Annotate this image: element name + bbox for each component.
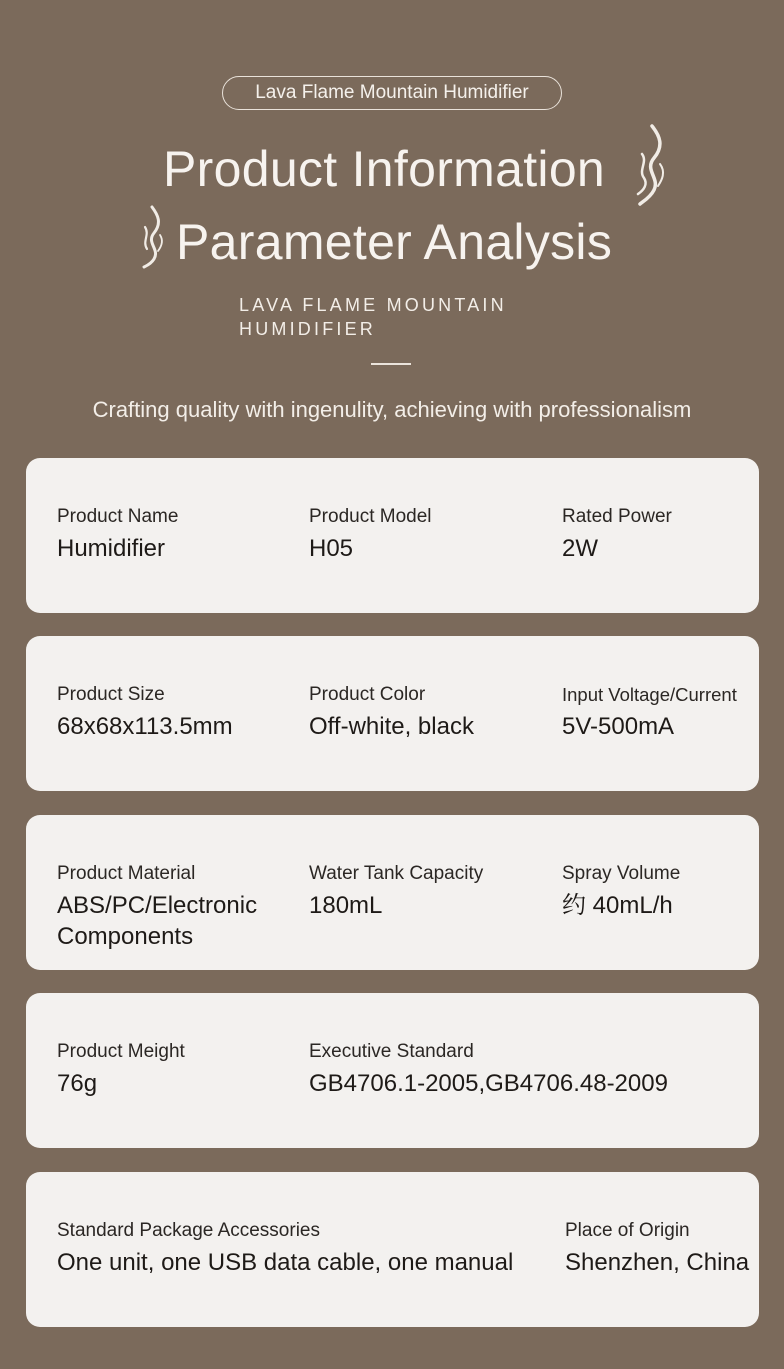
page-title-line-2: Parameter Analysis bbox=[176, 214, 613, 270]
spec-value: 76g bbox=[57, 1070, 98, 1097]
spec-value: Shenzhen, China bbox=[565, 1249, 750, 1276]
spec-value: Off-white, black bbox=[309, 713, 474, 740]
smoke-swirl-icon bbox=[630, 124, 670, 206]
pill-label: Lava Flame Mountain Humidifier bbox=[255, 82, 529, 103]
spec-cell bbox=[57, 1040, 185, 1099]
spec-value: 2W bbox=[562, 535, 598, 562]
spec-cell bbox=[562, 683, 737, 742]
spec-label: Product Material bbox=[57, 863, 196, 884]
spec-label: Input Voltage/Current bbox=[562, 684, 737, 705]
spec-value: 180mL bbox=[309, 892, 383, 919]
spec-value: GB4706.1-2005,GB4706.48-2009 bbox=[309, 1070, 668, 1097]
tagline: Crafting quality with ingenulity, achieving with professionalism bbox=[92, 397, 692, 422]
spec-label: Water Tank Capacity bbox=[309, 863, 484, 884]
spec-cell bbox=[309, 1040, 668, 1099]
spec-cell bbox=[57, 683, 233, 742]
spec-label: Product Meight bbox=[57, 1041, 185, 1062]
spec-label: Place of Origin bbox=[565, 1220, 690, 1241]
spec-label: Product Name bbox=[57, 506, 179, 527]
spec-label: Rated Power bbox=[562, 506, 672, 527]
spec-label: Spray Volume bbox=[562, 863, 681, 884]
spec-label: Product Model bbox=[309, 506, 432, 527]
spec-cell bbox=[57, 1219, 513, 1278]
spec-card-2 bbox=[26, 636, 759, 791]
spec-value: One unit, one USB data cable, one manual bbox=[57, 1249, 514, 1276]
spec-cell bbox=[565, 1219, 749, 1278]
divider bbox=[371, 363, 411, 365]
spec-value: ABS/PC/Electronic Components bbox=[57, 892, 258, 950]
spec-cell bbox=[57, 862, 287, 952]
spec-cell bbox=[57, 505, 178, 564]
spec-card-5 bbox=[26, 1172, 759, 1327]
subtitle-spaced: LAVA FLAME MOUNTAIN HUMIDIFIER bbox=[239, 295, 507, 339]
spec-card-3 bbox=[26, 815, 759, 970]
spec-cell bbox=[309, 505, 432, 564]
spec-value: 68x68x113.5mm bbox=[57, 713, 233, 740]
spec-cell bbox=[562, 862, 680, 921]
spec-cell bbox=[309, 683, 474, 742]
smoke-swirl-icon bbox=[138, 205, 168, 269]
spec-cell bbox=[309, 862, 483, 921]
spec-cell bbox=[562, 505, 672, 564]
spec-label: Product Color bbox=[309, 684, 426, 705]
spec-label: Executive Standard bbox=[309, 1041, 474, 1062]
spec-value: Humidifier bbox=[57, 535, 166, 562]
product-name-pill bbox=[222, 76, 562, 110]
spec-card-1 bbox=[26, 458, 759, 613]
spec-value: 约 40mL/h bbox=[562, 892, 673, 919]
spec-value: H05 bbox=[309, 535, 354, 562]
spec-label: Standard Package Accessories bbox=[57, 1220, 320, 1241]
spec-value: 5V-500mA bbox=[562, 713, 675, 740]
page-title-line-1: Product Information bbox=[163, 141, 606, 197]
spec-label: Product Size bbox=[57, 684, 165, 705]
spec-card-4 bbox=[26, 993, 759, 1148]
